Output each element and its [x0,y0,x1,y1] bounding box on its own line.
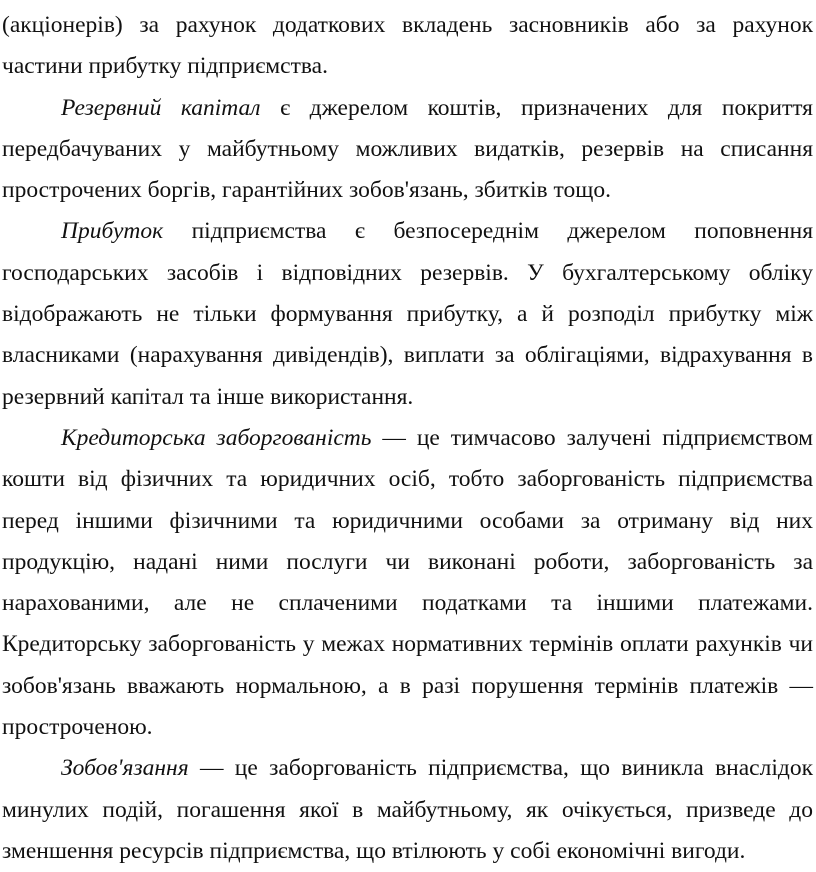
term-accounts-payable: Кредиторська заборгованість [61,424,372,451]
paragraph-text: (акціонерів) за рахунок додаткових вкладень засновників або за рахунок частини прибутку підприємства. [2,12,813,80]
paragraph-liabilities [2,748,813,872]
term-liabilities: Зобов'язання [61,755,189,782]
paragraph-profit [2,211,813,417]
paragraph-text: є джерелом коштів, призначених для покриття передбачуваних у майбутньому можливих видатків, резервів на списання прострочених боргів, гарантійних зобов'язань, збитків тощо. [2,94,813,204]
term-reserve-capital: Резервний капітал [61,94,261,121]
term-profit: Прибуток [61,218,164,245]
paragraph-reserve-capital [2,88,813,212]
paragraph-text: — це тимчасово залучені підприємством кошти від фізичних та юридичних осіб, тобто заборгованість підприємства перед іншими фізичними та юридичними особами за отриману від них продукцію, надані ними послуги чи виконані роботи, заборгованість за нарахованими, але не сплаченими податками та іншими платежами. Кредиторську заборгованість у межах нормативних термінів оплати рахунків чи зобов'язань вважають нормальною, а в разі порушення термінів платежів — простроченою. [2,424,813,741]
paragraph-text: підприємства є безпосереднім джерелом поповнення господарських засобів і відповідних резервів. У бухгалтерському обліку відображають не тільки формування прибутку, а й розподіл прибутку між власниками (нарахування дивідендів), виплати за облігаціями, відрахування в резервний капітал та інше використання. [2,218,813,410]
paragraph-continuation [2,5,813,88]
paragraph-accounts-payable [2,418,813,748]
paragraph-text: — це заборгованість підприємства, що виникла внаслідок минулих подій, погашення якої в майбутньому, як очікується, призведе до зменшення ресурсів підприємства, що втілюють у собі економічні вигоди. [2,755,813,864]
document-page [2,5,813,872]
